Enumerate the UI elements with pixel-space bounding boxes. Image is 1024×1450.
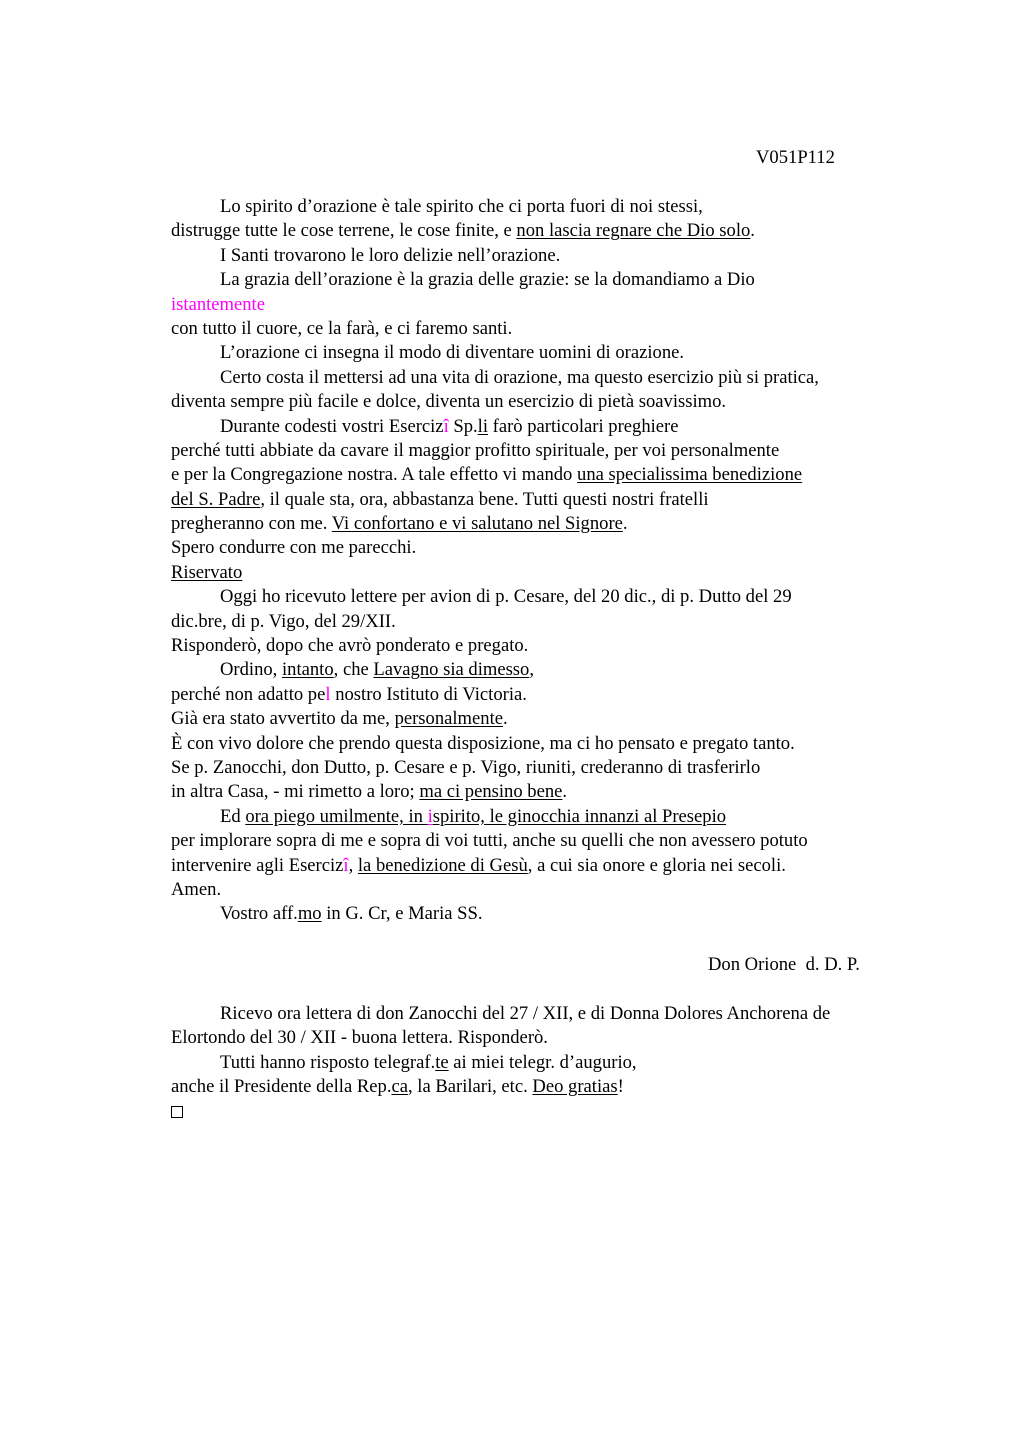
text-line: intervenire agli Esercizî, la benedizione di Gesù, a cui sia onore e gloria nei secoli. <box>171 854 786 876</box>
page-code: V051P112 <box>756 147 835 168</box>
text-line: La grazia dell’orazione è la grazia delle grazie: se la domandiamo a Dio <box>220 269 755 291</box>
letter-body <box>171 195 911 927</box>
signature: Don Orione d. D. P. <box>708 954 860 975</box>
text-line: Già era stato avvertito da me, personalmente. <box>171 708 508 730</box>
text-line: in altra Casa, - mi rimetto a loro; ma ci pensino bene. <box>171 781 568 803</box>
text-line: Risponderò, dopo che avrò ponderato e pregato. <box>171 635 529 657</box>
section-label: Riservato <box>171 561 243 583</box>
postscript <box>171 1002 911 1124</box>
text-line: per implorare sopra di me e sopra di voi tutti, anche su quelli che non avessero potuto <box>171 830 808 852</box>
text-line: con tutto il cuore, ce la farà, e ci faremo santi. <box>171 317 513 339</box>
text-line: dic.bre, di p. Vigo, del 29/XII. <box>171 610 396 632</box>
text-line: Certo costa il mettersi ad una vita di orazione, ma questo esercizio più si pratica, <box>220 366 819 388</box>
text-line: Lo spirito d’orazione è tale spirito che ci porta fuori di noi stessi, <box>220 196 703 217</box>
text-line: L’orazione ci insegna il modo di diventare uomini di orazione. <box>220 342 685 364</box>
text-line: I Santi trovarono le loro delizie nell’orazione. <box>220 244 561 266</box>
text-line: È con vivo dolore che prendo questa disposizione, ma ci ho pensato e pregato tanto. <box>171 732 795 754</box>
text-line: Ordino, intanto, che Lavagno sia dimesso, <box>220 659 534 681</box>
text-line: Durante codesti vostri Esercizî Sp.li farò particolari preghiere <box>220 415 679 437</box>
text-line: Spero condurre con me parecchi. <box>171 537 417 559</box>
text-line: diventa sempre più facile e dolce, diventa un esercizio di pietà soavissimo. <box>171 391 727 413</box>
text-line: del S. Padre, il quale sta, ora, abbastanza bene. Tutti questi nostri fratelli <box>171 488 709 510</box>
end-marker-line <box>171 1100 911 1124</box>
text-line: anche il Presidente della Rep.ca, la Barilari, etc. Deo gratias! <box>171 1076 624 1098</box>
text-line: distrugge tutte le cose terrene, le cose finite, e non lascia regnare che Dio solo. <box>171 220 755 242</box>
text-line: e per la Congregazione nostra. A tale effetto vi mando una specialissima benedizione <box>171 464 803 486</box>
text-line: Amen. <box>171 878 222 900</box>
text-line: Ricevo ora lettera di don Zanocchi del 27 / XII, e di Donna Dolores Anchorena de <box>220 1003 831 1024</box>
text-line: perché tutti abbiate da cavare il maggior profitto spirituale, per voi personalmente <box>171 439 780 461</box>
text-line: Se p. Zanocchi, don Dutto, p. Cesare e p. Vigo, riuniti, crederanno di trasferirlo <box>171 756 761 778</box>
square-outline-icon <box>171 1106 183 1118</box>
text-line: Tutti hanno risposto telegraf.te ai miei telegr. d’augurio, <box>220 1051 637 1073</box>
text-line: Elortondo del 30 / XII - buona lettera. Risponderò. <box>171 1027 548 1049</box>
closing-line: Vostro aff.mo in G. Cr, e Maria SS. <box>220 903 483 925</box>
text-line: perché non adatto pel nostro Istituto di Victoria. <box>171 683 527 705</box>
text-line: Ed ora piego umilmente, in ispirito, le ginocchia innanzi al Presepio <box>220 805 727 827</box>
text-line: pregheranno con me. Vi confortano e vi salutano nel Signore. <box>171 513 628 535</box>
text-line: Oggi ho ricevuto lettere per avion di p. Cesare, del 20 dic., di p. Dutto del 29 <box>220 586 792 608</box>
text-line: istantemente <box>171 293 265 315</box>
